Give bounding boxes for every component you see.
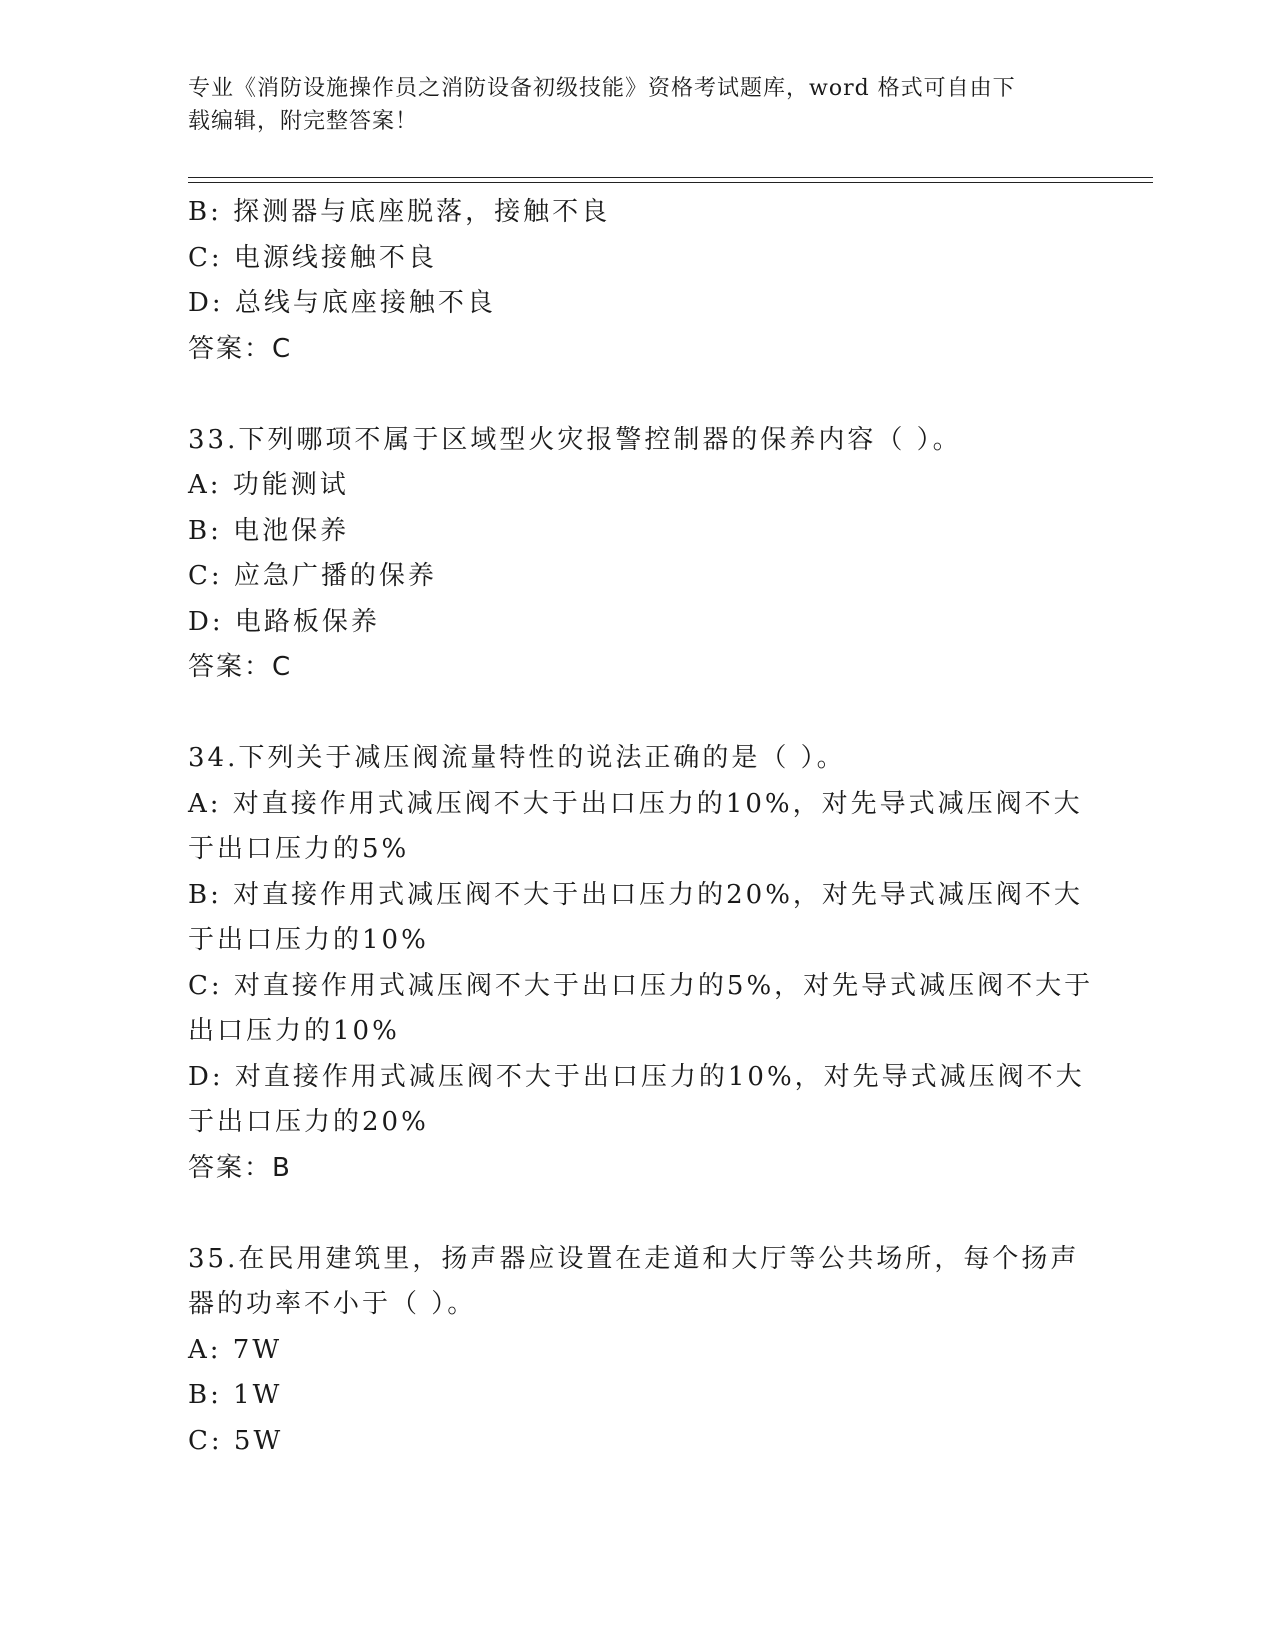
option-d-continued: 于出口压力的20% (188, 1107, 429, 1137)
option-c-continued: 出口压力的10% (188, 1016, 400, 1046)
option-d: D: 电路板保养 (188, 606, 380, 637)
option-d: D: 总线与底座接触不良 (188, 288, 496, 318)
header-line-2: 载编辑，附完整答案！ (188, 109, 419, 134)
option-c: C: 对直接作用式减压阀不大于出口压力的5%，对先导式减压阀不大于 (188, 970, 1094, 1001)
header-rule-top (188, 177, 1153, 178)
header-line-1: 专业《消防设施操作员之消防设备初级技能》资格考试题库，word 格式可自由下 (188, 76, 1016, 101)
question-32 (188, 190, 1088, 372)
option-c: C: 电源线接触不良 (188, 242, 437, 273)
spacer (188, 691, 1088, 737)
option-c: C: 应急广播的保养 (188, 561, 437, 591)
question-35 (188, 1237, 1088, 1465)
question-list (188, 190, 1094, 1464)
answer: 答案：C (188, 652, 293, 682)
option-b: B: 电池保养 (188, 515, 350, 546)
question-33 (188, 418, 1088, 691)
option-b-continued: 于出口压力的10% (188, 925, 429, 955)
question-title: 34.下列关于减压阀流量特性的说法正确的是（ ）。 (188, 743, 846, 773)
question-title: 33.下列哪项不属于区域型火灾报警控制器的保养内容（ ）。 (188, 424, 962, 455)
option-b: B: 探测器与底座脱落，接触不良 (188, 197, 611, 227)
option-b: B: 对直接作用式减压阀不大于出口压力的20%，对先导式减压阀不大 (188, 879, 1083, 910)
question-title-continued: 器的功率不小于（ ）。 (188, 1289, 477, 1319)
option-d: D: 对直接作用式减压阀不大于出口压力的10%，对先导式减压阀不大 (188, 1061, 1085, 1092)
option-a: A: 功能测试 (188, 470, 349, 500)
option-a-continued: 于出口压力的5% (188, 834, 410, 864)
question-34 (188, 736, 1094, 1191)
option-b: B: 1W (188, 1380, 283, 1410)
option-c: C: 5W (188, 1425, 284, 1456)
spacer (188, 1191, 1088, 1237)
document-header (188, 72, 1088, 138)
question-title: 35.在民用建筑里，扬声器应设置在走道和大厅等公共场所，每个扬声 (188, 1243, 1080, 1274)
spacer (188, 372, 1088, 418)
option-a: A: 对直接作用式减压阀不大于出口压力的10%，对先导式减压阀不大 (188, 788, 1083, 819)
option-a: A: 7W (188, 1334, 283, 1365)
answer: 答案：B (188, 1152, 292, 1183)
answer: 答案：C (188, 333, 293, 364)
header-rule-bottom (188, 182, 1153, 183)
